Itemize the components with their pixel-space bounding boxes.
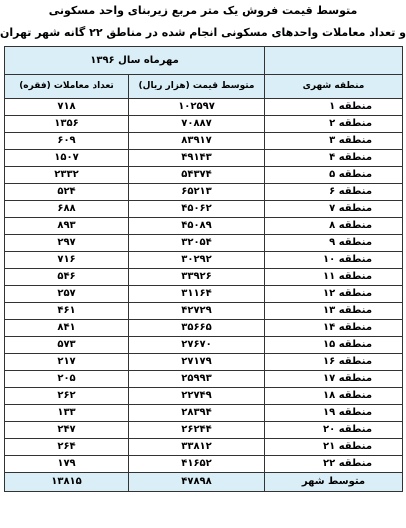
region-cell: منطقه ۶ bbox=[265, 184, 403, 201]
region-cell: منطقه ۲۱ bbox=[265, 439, 403, 456]
table-row bbox=[5, 371, 403, 388]
transactions-cell: ۱۵۰۷ bbox=[5, 150, 129, 167]
region-cell: منطقه ۵ bbox=[265, 167, 403, 184]
price-table bbox=[4, 46, 403, 492]
table-row bbox=[5, 405, 403, 422]
avg-price-cell: ۳۵۶۶۵ bbox=[129, 320, 265, 337]
transactions-cell: ۱۷۹ bbox=[5, 456, 129, 473]
avg-price-cell: ۴۵۰۸۹ bbox=[129, 218, 265, 235]
transactions-cell: ۱۳۵۶ bbox=[5, 116, 129, 133]
table-row bbox=[5, 184, 403, 201]
total-row bbox=[5, 473, 403, 492]
table-row bbox=[5, 388, 403, 405]
column-header-avg-price: متوسط قیمت (هزار ریال) bbox=[129, 75, 265, 99]
region-cell: منطقه ۱ bbox=[265, 99, 403, 116]
region-cell: منطقه ۱۹ bbox=[265, 405, 403, 422]
avg-price-cell: ۴۹۱۴۳ bbox=[129, 150, 265, 167]
avg-price-cell: ۳۰۲۹۲ bbox=[129, 252, 265, 269]
column-header-region: منطقه شهری bbox=[265, 75, 403, 99]
transactions-cell: ۲۱۷ bbox=[5, 354, 129, 371]
avg-price-cell: ۳۳۹۲۶ bbox=[129, 269, 265, 286]
region-cell: منطقه ۱۴ bbox=[265, 320, 403, 337]
region-cell: منطقه ۱۲ bbox=[265, 286, 403, 303]
avg-price-cell: ۲۵۹۹۳ bbox=[129, 371, 265, 388]
avg-price-cell: ۴۱۶۵۲ bbox=[129, 456, 265, 473]
table-row bbox=[5, 167, 403, 184]
table-row bbox=[5, 456, 403, 473]
transactions-cell: ۲۹۷ bbox=[5, 235, 129, 252]
table-row bbox=[5, 99, 403, 116]
region-cell: منطقه ۱۱ bbox=[265, 269, 403, 286]
region-cell: منطقه ۱۵ bbox=[265, 337, 403, 354]
transactions-cell: ۶۸۸ bbox=[5, 201, 129, 218]
avg-price-cell: ۱۰۲۵۹۷ bbox=[129, 99, 265, 116]
table-row bbox=[5, 354, 403, 371]
table-row bbox=[5, 269, 403, 286]
table-row bbox=[5, 150, 403, 167]
column-header-transactions: تعداد معاملات (فقره) bbox=[5, 75, 129, 99]
transactions-cell: ۲۳۳۲ bbox=[5, 167, 129, 184]
region-cell: منطقه ۸ bbox=[265, 218, 403, 235]
region-cell: منطقه ۱۶ bbox=[265, 354, 403, 371]
total-avg-price: ۴۷۸۹۸ bbox=[129, 473, 265, 492]
transactions-cell: ۸۴۱ bbox=[5, 320, 129, 337]
transactions-cell: ۲۴۷ bbox=[5, 422, 129, 439]
avg-price-cell: ۲۷۱۷۹ bbox=[129, 354, 265, 371]
region-cell: منطقه ۲۰ bbox=[265, 422, 403, 439]
region-cell: منطقه ۲ bbox=[265, 116, 403, 133]
avg-price-cell: ۴۵۰۶۲ bbox=[129, 201, 265, 218]
avg-price-cell: ۳۳۸۱۲ bbox=[129, 439, 265, 456]
avg-price-cell: ۳۲۰۵۴ bbox=[129, 235, 265, 252]
total-transactions: ۱۳۸۱۵ bbox=[5, 473, 129, 492]
transactions-cell: ۸۹۳ bbox=[5, 218, 129, 235]
transactions-cell: ۲۶۲ bbox=[5, 388, 129, 405]
total-label: متوسط شهر bbox=[265, 473, 403, 492]
transactions-cell: ۱۳۳ bbox=[5, 405, 129, 422]
avg-price-cell: ۴۲۷۲۹ bbox=[129, 303, 265, 320]
table-row bbox=[5, 439, 403, 456]
region-cell: منطقه ۹ bbox=[265, 235, 403, 252]
transactions-cell: ۵۷۳ bbox=[5, 337, 129, 354]
table-row bbox=[5, 286, 403, 303]
avg-price-cell: ۵۴۳۷۴ bbox=[129, 167, 265, 184]
table-row bbox=[5, 218, 403, 235]
table-row bbox=[5, 303, 403, 320]
table-row bbox=[5, 320, 403, 337]
table-row bbox=[5, 201, 403, 218]
avg-price-cell: ۲۶۲۴۴ bbox=[129, 422, 265, 439]
table-row bbox=[5, 252, 403, 269]
group-header-row bbox=[5, 47, 403, 75]
region-cell: منطقه ۱۷ bbox=[265, 371, 403, 388]
period-header: مهرماه سال ۱۳۹۶ bbox=[5, 47, 265, 75]
table-row bbox=[5, 133, 403, 150]
region-cell: منطقه ۳ bbox=[265, 133, 403, 150]
table-row bbox=[5, 235, 403, 252]
transactions-cell: ۲۰۵ bbox=[5, 371, 129, 388]
avg-price-cell: ۶۵۲۱۳ bbox=[129, 184, 265, 201]
transactions-cell: ۵۲۴ bbox=[5, 184, 129, 201]
region-cell: منطقه ۱۸ bbox=[265, 388, 403, 405]
column-header-row bbox=[5, 75, 403, 99]
table-row bbox=[5, 116, 403, 133]
region-cell: منطقه ۲۲ bbox=[265, 456, 403, 473]
title-line-1: متوسط قیمت فروش یک متر مربع زیربنای واحد مسکونی bbox=[48, 4, 358, 17]
transactions-cell: ۷۱۶ bbox=[5, 252, 129, 269]
transactions-cell: ۷۱۸ bbox=[5, 99, 129, 116]
transactions-cell: ۵۴۶ bbox=[5, 269, 129, 286]
header-blank bbox=[265, 47, 403, 75]
avg-price-cell: ۲۲۷۴۹ bbox=[129, 388, 265, 405]
table-row bbox=[5, 337, 403, 354]
transactions-cell: ۴۶۱ bbox=[5, 303, 129, 320]
avg-price-cell: ۳۱۱۶۴ bbox=[129, 286, 265, 303]
region-cell: منطقه ۷ bbox=[265, 201, 403, 218]
avg-price-cell: ۲۷۶۷۰ bbox=[129, 337, 265, 354]
title-line-2: و تعداد معاملات واحدهای مسکونی انجام شده در مناطق ۲۲ گانه شهر تهران bbox=[0, 26, 406, 39]
transactions-cell: ۲۵۷ bbox=[5, 286, 129, 303]
region-cell: منطقه ۴ bbox=[265, 150, 403, 167]
region-cell: منطقه ۱۳ bbox=[265, 303, 403, 320]
transactions-cell: ۶۰۹ bbox=[5, 133, 129, 150]
avg-price-cell: ۷۰۸۸۷ bbox=[129, 116, 265, 133]
region-cell: منطقه ۱۰ bbox=[265, 252, 403, 269]
transactions-cell: ۲۶۴ bbox=[5, 439, 129, 456]
avg-price-cell: ۲۸۳۹۴ bbox=[129, 405, 265, 422]
avg-price-cell: ۸۳۹۱۷ bbox=[129, 133, 265, 150]
table-row bbox=[5, 422, 403, 439]
